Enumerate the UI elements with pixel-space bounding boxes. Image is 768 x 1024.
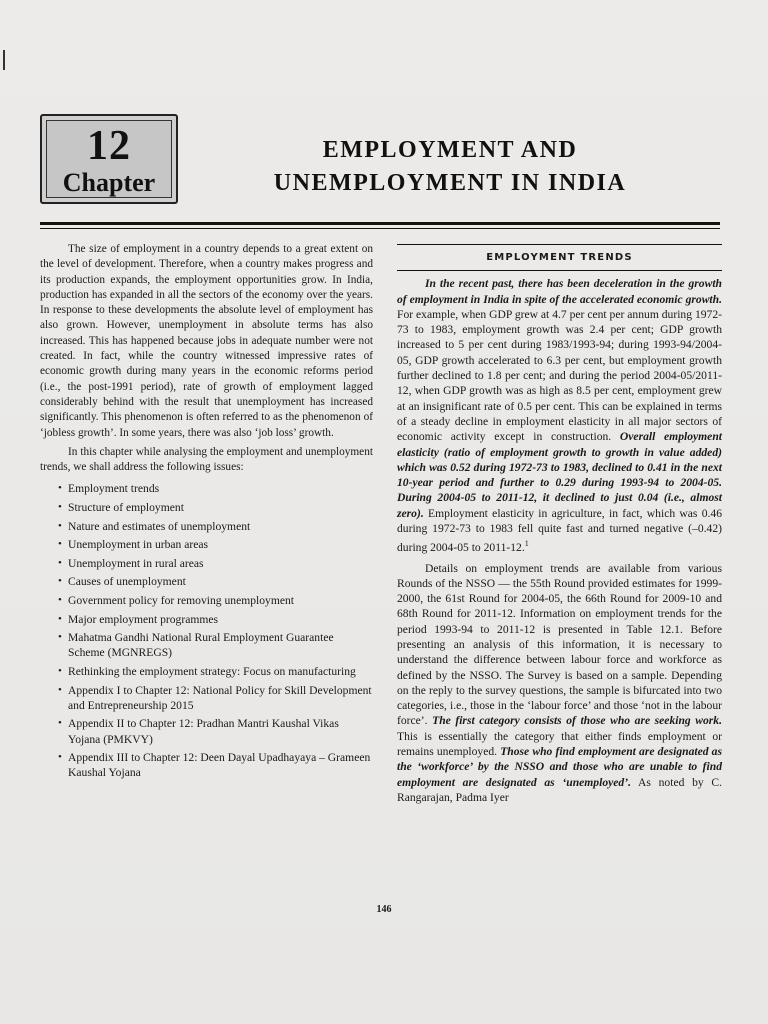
- scan-edge-mark: [3, 50, 5, 70]
- issue-list-item: [40, 664, 373, 679]
- bullet-icon: •: [58, 519, 62, 532]
- issue-list-item: [40, 612, 373, 627]
- section-heading: EMPLOYMENT TRENDS: [486, 252, 633, 263]
- body-text: This is essentially the category that either finds employment or remains unemployed.: [397, 729, 722, 759]
- bullet-icon: •: [58, 683, 62, 696]
- bullet-icon: •: [58, 631, 62, 644]
- employment-trends-paragraph-2: [397, 561, 722, 806]
- issue-list-item: [40, 537, 373, 552]
- issue-list-item: [40, 630, 373, 660]
- issue-text: Appendix I to Chapter 12: National Policy for Skill Development and Entrepreneurship 2015: [68, 683, 372, 712]
- page-number: 146: [376, 904, 392, 915]
- issue-text: Appendix III to Chapter 12: Deen Dayal Upadhayaya – Grameen Kaushal Yojana: [68, 751, 371, 780]
- chapter-label: Chapter: [62, 168, 156, 197]
- body-text: Employment elasticity in agriculture, in fact, which was 0.46 during 1972-73 to 1983 fell quite fast and turned negative (–0.42) during 2004-05 to 2011-12.: [397, 506, 722, 555]
- bold-italic-text: Overall employment elasticity (ratio of employment growth to growth in value added) which was 0.52 during 1972-73 to 1983, declined to 0.41 in the next 10-year period and further to 0.29 during 1993-94 to 2004-05. During 2004-05 to 2011-12, it declined to just 0.04 (i.e., almost zero).: [397, 430, 722, 520]
- footnote-reference: 1: [524, 539, 529, 549]
- bullet-icon: •: [58, 717, 62, 730]
- issue-list-item: [40, 556, 373, 571]
- bullet-icon: •: [58, 665, 62, 677]
- body-text: As noted by C. Rangarajan, Padma Iyer: [397, 775, 723, 804]
- issue-text: Mahatma Gandhi National Rural Employment Guarantee Scheme (MGNREGS): [68, 631, 334, 660]
- issue-text: Appendix II to Chapter 12: Pradhan Mantri Kaushal Vikas Yojana (PMKVY): [68, 717, 339, 746]
- chapter-badge: [40, 114, 178, 204]
- chapter-title-line-2: UNEMPLOYMENT IN INDIA: [273, 170, 627, 196]
- bullet-icon: •: [58, 575, 62, 588]
- issue-text: Government policy for removing unemployment: [68, 594, 295, 608]
- bullet-icon: •: [58, 538, 62, 551]
- bullet-icon: •: [58, 482, 62, 495]
- bullet-icon: •: [58, 612, 62, 625]
- issue-text: Unemployment in rural areas: [68, 556, 204, 570]
- left-column: [40, 242, 373, 784]
- bullet-icon: •: [58, 501, 62, 514]
- employment-trends-paragraph-1: [397, 276, 722, 555]
- body-text: For example, when GDP grew at 4.7 per cent per annum during 1972-73 to 1983, employment growth was 2.4 per cent; GDP growth increased to 5 per cent during 1983/1993-94; during 1993-94/2004-05, GDP growth accelerated to 6.3 per cent, but employment growth further declined to 1.8 per cent; and during the period 2004-05/2011-12, when GDP growth was as high as 8.5 per cent, employment grew at an insignificant rate of 0.5 per cent. This can be explained in terms of a steady decline in employment elasticity in all major sectors of economic activity except in construction.: [397, 307, 722, 444]
- issue-text: Employment trends: [68, 482, 160, 496]
- intro-paragraph: The size of employment in a country depends to a great extent on the level of development. Therefore, when a country makes progress and its production expands, the employment opportunities grow. In India, production has expanded in all the sectors of the economy over the years. In response to these developments the absolute level of employment has also grown. However, unemployment in absolute terms has also increased. This has happened because jobs in adequate number were not created. In fact, while the country witnessed impressive rates of economic growth during many years in the economic reforms period (i.e., the post-1991 period), rate of growth of employment lagged considerably behind with the result that unemployment has increased significantly. This phenomenon is often referred to as the phenomenon of ‘jobless growth’. In some years, there was also ‘job loss’ growth.: [40, 243, 373, 439]
- issue-list-item: [40, 574, 373, 589]
- issue-list-item: [40, 500, 373, 515]
- bold-italic-text: In the recent past, there has been deceleration in the growth of employment in India in spite of the accelerated economic growth.: [397, 277, 722, 306]
- issue-list-item: [40, 716, 373, 746]
- section-rule-top: [397, 244, 722, 245]
- chapter-number: 12: [87, 123, 131, 169]
- bullet-icon: •: [58, 751, 62, 764]
- issue-list-item: [40, 519, 373, 534]
- section-rule-bottom: [397, 270, 722, 271]
- bold-italic-text: Those who find employment are designated as the ‘workforce’ by the NSSO and those who are unable to find employment are designated as ‘unemployed’.: [397, 745, 722, 789]
- chapter-title-line-1: EMPLOYMENT AND: [322, 137, 578, 163]
- issue-text: Rethinking the employment strategy: Focus on manufacturing: [68, 665, 356, 678]
- header-rule-thick: [40, 222, 720, 225]
- issue-list-item: [40, 481, 373, 496]
- issues-list: [40, 481, 373, 780]
- issue-text: Nature and estimates of unemployment: [68, 519, 251, 533]
- body-text: Details on employment trends are available from various Rounds of the NSSO — the 55th Round provided estimates for 1999-2000, the 61st Round for 2004-05, the 66th Round for 2009-10 and 68th Round for 2011-12. Information on employment trends for the period 1993-94 to 2011-12 is presented in Table 12.1. Before presenting an analysis of this information, it is necessary to understand the difference between labour force and workforce as defined by the NSSO. The Survey is based on a sample. Depending on the reply to the survey questions, the sample is bifurcated into two categories, i.e., those in the ‘labour force’ and those ‘not in the labour force’.: [397, 561, 722, 728]
- issue-list-item: [40, 683, 373, 713]
- header-rule-thin: [40, 228, 720, 229]
- issue-list-item: [40, 750, 373, 780]
- bold-italic-text: The first category consists of those who are seeking work.: [427, 714, 722, 728]
- issue-text: Structure of employment: [68, 501, 184, 515]
- issue-text: Causes of unemployment: [68, 575, 186, 589]
- issue-list-item: [40, 593, 373, 608]
- bullet-icon: •: [58, 556, 62, 569]
- issues-intro-paragraph: In this chapter while analysing the employment and unemployment trends, we shall address the following issues:: [40, 445, 373, 474]
- issue-text: Major employment programmes: [68, 612, 219, 626]
- bullet-icon: •: [58, 594, 62, 607]
- issue-text: Unemployment in urban areas: [68, 538, 209, 552]
- right-column: [397, 244, 722, 805]
